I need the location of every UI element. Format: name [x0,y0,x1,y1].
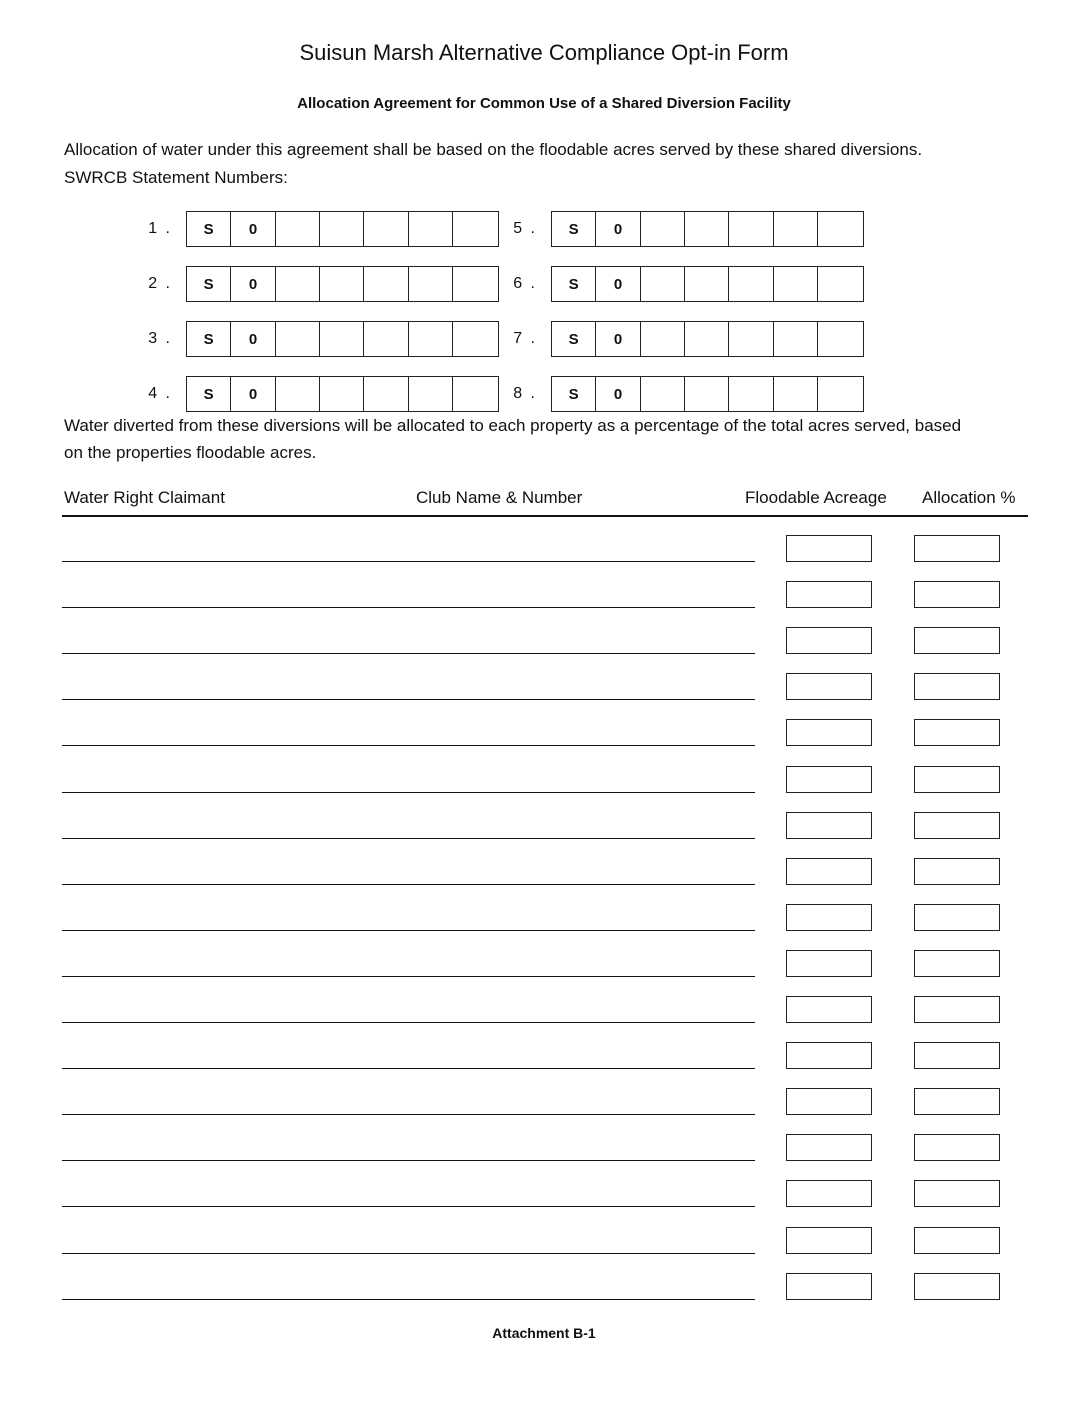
allocation-percent-input[interactable] [914,858,1000,885]
column-header-club: Club Name & Number [416,488,583,507]
claimant-club-entry-line[interactable] [62,607,755,608]
floodable-acreage-input[interactable] [786,950,872,977]
allocation-percent-input[interactable] [914,1180,1000,1207]
allocation-percent-input[interactable] [914,950,1000,977]
floodable-acreage-input[interactable] [786,904,872,931]
claimant-club-entry-line[interactable] [62,1022,755,1023]
claimant-club-entry-line[interactable] [62,1068,755,1069]
statement-prefix-char: S [552,267,596,301]
allocation-percent-input[interactable] [914,812,1000,839]
floodable-acreage-input[interactable] [786,719,872,746]
claimant-club-entry-line[interactable] [62,930,755,931]
allocation-text-line1: Water diverted from these diversions will be allocated to each property as a percentage of the total acres served, based [64,416,962,435]
statement-number-label: 7 . [513,330,537,347]
claimant-club-entry-line[interactable] [62,1160,755,1161]
claimant-club-entry-line[interactable] [62,792,755,793]
column-header-claimant: Water Right Claimant [64,488,225,507]
floodable-acreage-input[interactable] [786,1273,872,1300]
floodable-acreage-input[interactable] [786,812,872,839]
claimant-club-entry-line[interactable] [62,1114,755,1115]
allocation-percent-input[interactable] [914,1227,1000,1254]
floodable-acreage-input[interactable] [786,1227,872,1254]
allocation-percent-input[interactable] [914,904,1000,931]
allocation-percent-input[interactable] [914,1134,1000,1161]
statement-prefix-char: S [187,212,231,246]
statement-prefix-char: S [552,377,596,411]
statement-numbers-label: SWRCB Statement Numbers: [64,168,288,187]
statement-prefix-char: 0 [596,377,640,411]
form-title: Suisun Marsh Alternative Compliance Opt-in Form [299,40,789,65]
allocation-percent-input[interactable] [914,673,1000,700]
statement-number-label: 6 . [513,275,537,292]
floodable-acreage-input[interactable] [786,1180,872,1207]
column-header-allocation: Allocation % [922,488,1016,507]
statement-prefix-char: S [187,322,231,356]
floodable-acreage-input[interactable] [786,1088,872,1115]
floodable-acreage-input[interactable] [786,535,872,562]
allocation-percent-input[interactable] [914,581,1000,608]
statement-number-label: 1 . [148,220,172,237]
statement-number-label: 5 . [513,220,537,237]
statement-prefix-char: 0 [596,212,640,246]
floodable-acreage-input[interactable] [786,581,872,608]
floodable-acreage-input[interactable] [786,1134,872,1161]
form-subtitle: Allocation Agreement for Common Use of a Shared Diversion Facility [297,95,791,112]
allocation-percent-input[interactable] [914,627,1000,654]
statement-prefix-char: 0 [231,267,275,301]
floodable-acreage-input[interactable] [786,766,872,793]
floodable-acreage-input[interactable] [786,673,872,700]
allocation-percent-input[interactable] [914,1273,1000,1300]
claimant-club-entry-line[interactable] [62,653,755,654]
statement-prefix-char: 0 [231,322,275,356]
statement-number-label: 4 . [148,385,172,402]
statement-number-label: 3 . [148,330,172,347]
claimant-club-entry-line[interactable] [62,976,755,977]
statement-prefix-char: 0 [596,267,640,301]
allocation-percent-input[interactable] [914,1042,1000,1069]
allocation-percent-input[interactable] [914,766,1000,793]
intro-text: Allocation of water under this agreement shall be based on the floodable acres served by these shared diversions. [64,140,923,159]
claimant-club-entry-line[interactable] [62,561,755,562]
statement-prefix-char: S [552,212,596,246]
statement-prefix-char: 0 [231,377,275,411]
statement-prefix-char: S [187,267,231,301]
claimant-club-entry-line[interactable] [62,1299,755,1300]
claimant-club-entry-line[interactable] [62,1206,755,1207]
claimant-club-entry-line[interactable] [62,745,755,746]
column-header-acreage: Floodable Acreage [745,488,887,507]
allocation-percent-input[interactable] [914,996,1000,1023]
floodable-acreage-input[interactable] [786,996,872,1023]
allocation-percent-input[interactable] [914,1088,1000,1115]
claimant-club-entry-line[interactable] [62,699,755,700]
statement-prefix-char: 0 [231,212,275,246]
claimant-club-entry-line[interactable] [62,1253,755,1254]
floodable-acreage-input[interactable] [786,627,872,654]
claimant-club-entry-line[interactable] [62,838,755,839]
statement-number-label: 8 . [513,385,537,402]
claimant-club-entry-line[interactable] [62,884,755,885]
statement-number-label: 2 . [148,275,172,292]
statement-prefix-char: S [552,322,596,356]
allocation-text-line2: on the properties floodable acres. [64,443,317,462]
allocation-percent-input[interactable] [914,719,1000,746]
attachment-footer: Attachment B-1 [492,1325,596,1341]
floodable-acreage-input[interactable] [786,858,872,885]
floodable-acreage-input[interactable] [786,1042,872,1069]
statement-prefix-char: S [187,377,231,411]
statement-prefix-char: 0 [596,322,640,356]
allocation-percent-input[interactable] [914,535,1000,562]
